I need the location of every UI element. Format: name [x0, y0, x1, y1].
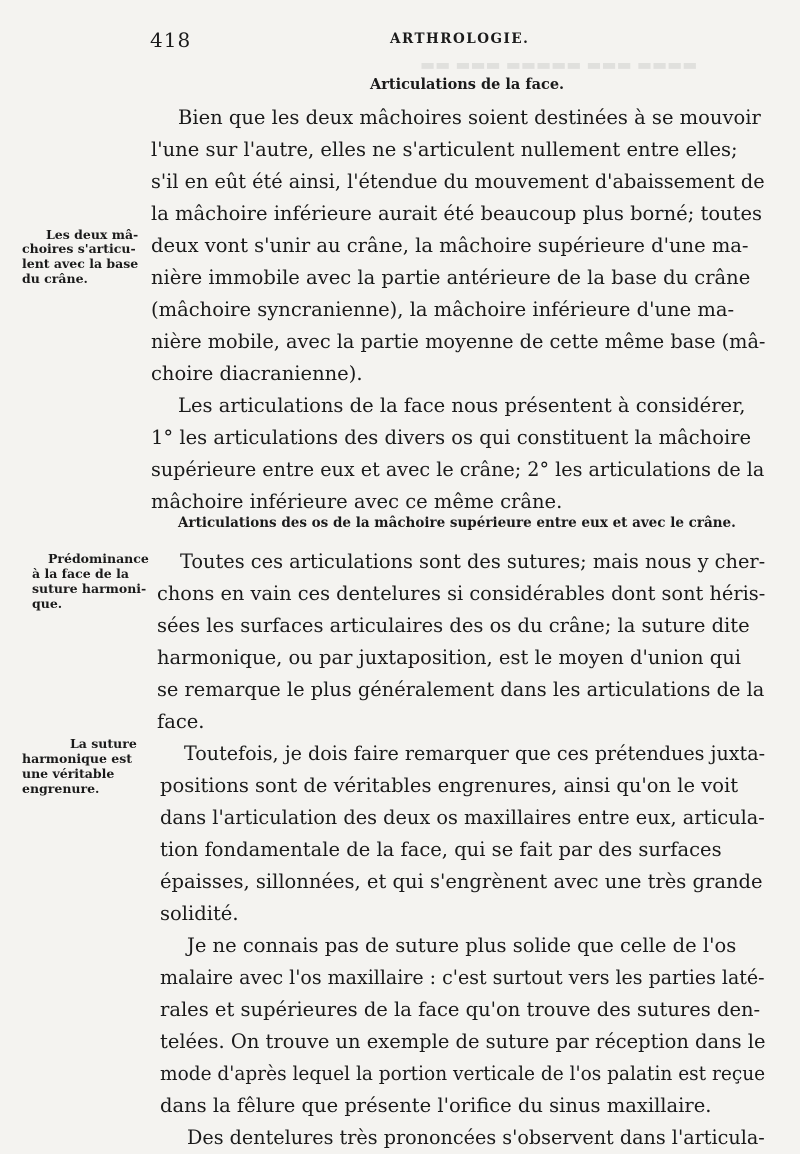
body-text-line: Je ne connais pas de suture plus solide que celle de l'os — [187, 934, 737, 957]
margin-note-line: engrenure. — [22, 781, 100, 796]
body-text-line: (mâchoire syncranienne), la mâchoire inférieure d'une ma- — [151, 298, 735, 321]
body-text-line: supérieure entre eux et avec le crâne; 2° les articulations de la — [151, 458, 765, 481]
margin-note-line: La suture — [70, 736, 137, 751]
body-text-line: rales et supérieures de la face qu'on trouve des sutures den- — [160, 998, 761, 1021]
body-text-line: se remarque le plus généralement dans les articulations de la — [157, 678, 765, 701]
margin-note-line: choires s'articu- — [22, 241, 136, 256]
margin-note-line: Les deux mâ- — [46, 227, 139, 242]
bleed-through-text: ▬▬ ▬▬▬ ▬▬▬▬▬ ▬▬▬ ▬▬▬▬ — [420, 55, 698, 74]
body-text-line: Toutefois, je dois faire remarquer que ces prétendues juxta- — [184, 742, 766, 765]
margin-note-line: Prédominance — [48, 551, 149, 566]
body-text-line: harmonique, ou par juxtaposition, est le moyen d'union qui — [157, 646, 742, 669]
body-text-line: Bien que les deux mâchoires soient destinées à se mouvoir — [178, 106, 761, 129]
body-text-line: tion fondamentale de la face, qui se fait par des surfaces — [160, 838, 722, 861]
body-text-line: solidité. — [160, 902, 239, 925]
body-text-line: mâchoire inférieure avec ce même crâne. — [151, 490, 563, 513]
body-text-line: épaisses, sillonnées, et qui s'engrènent avec une très grande — [160, 870, 763, 893]
margin-note-line: suture harmoni- — [32, 581, 147, 596]
body-text-line: telées. On trouve un exemple de suture par réception dans le — [160, 1030, 766, 1053]
body-text-line: sées les surfaces articulaires des os du crâne; la suture dite — [157, 614, 750, 637]
body-text-line: nière mobile, avec la partie moyenne de cette même base (mâ- — [151, 330, 766, 353]
margin-note-line: que. — [32, 596, 63, 611]
margin-note-line: une véritable — [22, 766, 115, 781]
body-text-line: chons en vain ces dentelures si considérables dont sont héris- — [157, 582, 766, 605]
body-text-line: nière immobile avec la partie antérieure de la base du crâne — [151, 266, 751, 289]
body-text-line: mode d'après lequel la portion verticale de l'os palatin est reçue — [160, 1062, 766, 1085]
body-text-line: 1° les articulations des divers os qui constituent la mâchoire — [151, 426, 752, 449]
body-text-line: choire diacranienne). — [151, 362, 363, 385]
body-text-line: s'il en eût été ainsi, l'étendue du mouvement d'abaissement de — [151, 170, 765, 193]
body-text-line: malaire avec l'os maxillaire : c'est surtout vers les parties laté- — [160, 966, 765, 989]
subsection-title: Articulations des os de la mâchoire supérieure entre eux et avec le crâne. — [178, 515, 736, 531]
body-text-line: Les articulations de la face nous présentent à considérer, — [178, 394, 746, 417]
running-title: ARTHROLOGIE. — [390, 31, 530, 47]
body-text-line: dans l'articulation des deux os maxillaires entre eux, articula- — [160, 806, 765, 829]
margin-note-line: lent avec la base — [22, 256, 139, 271]
body-text-line: face. — [157, 710, 205, 733]
margin-note-line: du crâne. — [22, 271, 88, 286]
body-text-line: deux vont s'unir au crâne, la mâchoire supérieure d'une ma- — [151, 234, 749, 257]
page-number: 418 — [150, 28, 192, 52]
body-text-line: positions sont de véritables engrenures, ainsi qu'on le voit — [160, 774, 739, 797]
margin-note-line: harmonique est — [22, 751, 133, 766]
body-text-line: l'une sur l'autre, elles ne s'articulent nullement entre elles; — [151, 138, 738, 161]
body-text-line: Toutes ces articulations sont des sutures; mais nous y cher- — [180, 550, 766, 573]
body-text-line: la mâchoire inférieure aurait été beaucoup plus borné; toutes — [151, 202, 763, 225]
section-title: Articulations de la face. — [370, 76, 565, 93]
body-text-line: Des dentelures très prononcées s'observent dans l'articula- — [187, 1126, 765, 1149]
body-text-line: dans la fêlure que présente l'orifice du sinus maxillaire. — [160, 1094, 712, 1117]
margin-note-line: à la face de la — [32, 566, 129, 581]
